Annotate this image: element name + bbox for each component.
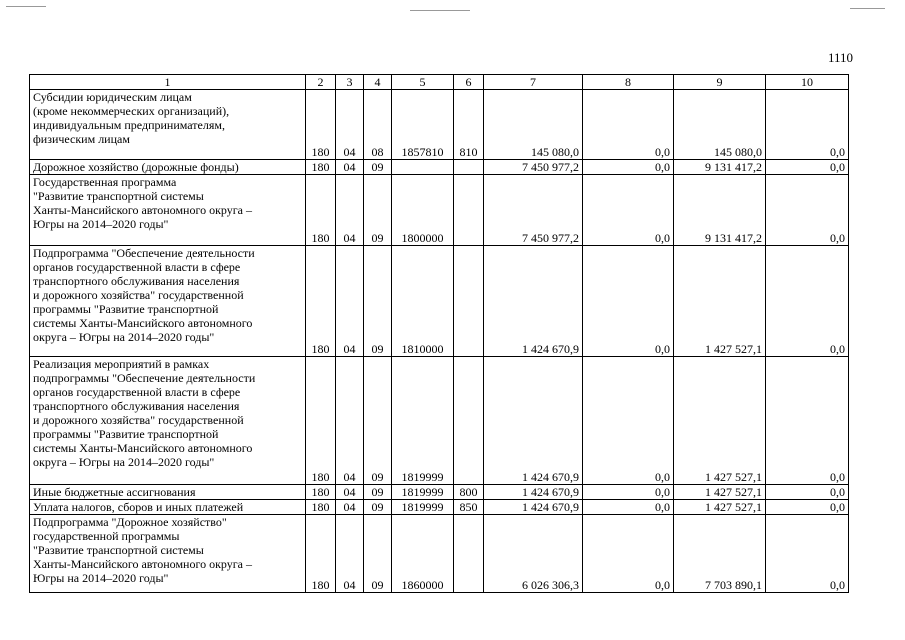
row-name: Подпрограмма "Обеспечение деятельности органов государственной власти в сфере транспортного обслуживания населения и дорожного хозяйства" государственной программы "Развитие транспортной системы Ханты-Мансийского автономного округа – Югры на 2014–2020 годы" — [30, 246, 306, 357]
cell-col3: 04 — [336, 357, 364, 485]
cell-col10: 0,0 — [766, 246, 849, 357]
cell-col4: 09 — [364, 160, 392, 175]
table-row — [30, 515, 849, 593]
cell-col8: 0,0 — [583, 500, 674, 515]
cell-col7: 1 424 670,9 — [484, 500, 583, 515]
cell-col7: 1 424 670,9 — [484, 246, 583, 357]
cell-col10: 0,0 — [766, 90, 849, 160]
cell-col6: 800 — [454, 485, 484, 500]
table-row — [30, 485, 849, 500]
header-row — [30, 75, 849, 90]
column-header: 9 — [674, 75, 766, 90]
cell-col2: 180 — [306, 246, 336, 357]
column-header: 4 — [364, 75, 392, 90]
cell-col2: 180 — [306, 357, 336, 485]
cell-col6 — [454, 515, 484, 593]
scan-speck — [850, 8, 885, 9]
cell-col6: 810 — [454, 90, 484, 160]
cell-col7: 1 424 670,9 — [484, 357, 583, 485]
column-header: 5 — [392, 75, 454, 90]
cell-col2: 180 — [306, 90, 336, 160]
cell-col10: 0,0 — [766, 485, 849, 500]
scan-speck — [410, 10, 470, 11]
column-header: 6 — [454, 75, 484, 90]
cell-col9: 7 703 890,1 — [674, 515, 766, 593]
cell-col4: 08 — [364, 90, 392, 160]
column-header: 7 — [484, 75, 583, 90]
cell-col10: 0,0 — [766, 175, 849, 246]
cell-col3: 04 — [336, 500, 364, 515]
cell-col8: 0,0 — [583, 90, 674, 160]
cell-col7: 7 450 977,2 — [484, 160, 583, 175]
cell-col2: 180 — [306, 160, 336, 175]
cell-col5 — [392, 160, 454, 175]
cell-col7: 7 450 977,2 — [484, 175, 583, 246]
cell-col7: 145 080,0 — [484, 90, 583, 160]
row-name: Дорожное хозяйство (дорожные фонды) — [30, 160, 306, 175]
cell-col6: 850 — [454, 500, 484, 515]
column-header: 3 — [336, 75, 364, 90]
cell-col4: 09 — [364, 515, 392, 593]
cell-col2: 180 — [306, 485, 336, 500]
cell-col3: 04 — [336, 485, 364, 500]
cell-col9: 1 427 527,1 — [674, 485, 766, 500]
table-row — [30, 246, 849, 357]
cell-col8: 0,0 — [583, 515, 674, 593]
cell-col4: 09 — [364, 246, 392, 357]
cell-col9: 1 427 527,1 — [674, 357, 766, 485]
cell-col10: 0,0 — [766, 357, 849, 485]
cell-col4: 09 — [364, 175, 392, 246]
row-name: Иные бюджетные ассигнования — [30, 485, 306, 500]
column-header: 1 — [30, 75, 306, 90]
cell-col6 — [454, 246, 484, 357]
cell-col10: 0,0 — [766, 500, 849, 515]
cell-col10: 0,0 — [766, 515, 849, 593]
column-header: 8 — [583, 75, 674, 90]
cell-col6 — [454, 357, 484, 485]
cell-col7: 6 026 306,3 — [484, 515, 583, 593]
row-name: Реализация мероприятий в рамках подпрограммы "Обеспечение деятельности органов государственной власти в сфере транспортного обслуживания населения и дорожного хозяйства" государственной программы "Развитие транспортной системы Ханты-Мансийского автономного округа – Югры на 2014–2020 годы" — [30, 357, 306, 485]
cell-col9: 1 427 527,1 — [674, 246, 766, 357]
column-header: 2 — [306, 75, 336, 90]
cell-col8: 0,0 — [583, 357, 674, 485]
cell-col9: 9 131 417,2 — [674, 175, 766, 246]
cell-col2: 180 — [306, 175, 336, 246]
page-number: 1110 — [828, 50, 854, 65]
cell-col4: 09 — [364, 357, 392, 485]
cell-col5: 1810000 — [392, 246, 454, 357]
cell-col6 — [454, 160, 484, 175]
budget-table — [29, 74, 849, 593]
cell-col3: 04 — [336, 160, 364, 175]
cell-col2: 180 — [306, 515, 336, 593]
row-name: Подпрограмма "Дорожное хозяйство" государственной программы "Развитие транспортной системы Ханты-Мансийского автономного округа – Югры на 2014–2020 годы" — [30, 515, 306, 593]
column-header: 10 — [766, 75, 849, 90]
cell-col5: 1819999 — [392, 500, 454, 515]
cell-col8: 0,0 — [583, 160, 674, 175]
cell-col8: 0,0 — [583, 175, 674, 246]
cell-col4: 09 — [364, 500, 392, 515]
cell-col3: 04 — [336, 246, 364, 357]
cell-col9: 9 131 417,2 — [674, 160, 766, 175]
cell-col10: 0,0 — [766, 160, 849, 175]
cell-col9: 145 080,0 — [674, 90, 766, 160]
scan-speck — [6, 6, 46, 7]
cell-col7: 1 424 670,9 — [484, 485, 583, 500]
cell-col8: 0,0 — [583, 485, 674, 500]
row-name: Уплата налогов, сборов и иных платежей — [30, 500, 306, 515]
table-row — [30, 500, 849, 515]
cell-col2: 180 — [306, 500, 336, 515]
table-row — [30, 175, 849, 246]
table-row — [30, 357, 849, 485]
cell-col3: 04 — [336, 515, 364, 593]
cell-col6 — [454, 175, 484, 246]
cell-col9: 1 427 527,1 — [674, 500, 766, 515]
cell-col5: 1860000 — [392, 515, 454, 593]
cell-col5: 1857810 — [392, 90, 454, 160]
cell-col5: 1819999 — [392, 485, 454, 500]
row-name: Государственная программа "Развитие транспортной системы Ханты-Мансийского автономного округа – Югры на 2014–2020 годы" — [30, 175, 306, 246]
cell-col4: 09 — [364, 485, 392, 500]
table-row — [30, 90, 849, 160]
cell-col8: 0,0 — [583, 246, 674, 357]
table-row — [30, 160, 849, 175]
cell-col3: 04 — [336, 90, 364, 160]
cell-col3: 04 — [336, 175, 364, 246]
cell-col5: 1800000 — [392, 175, 454, 246]
row-name: Субсидии юридическим лицам (кроме некоммерческих организаций), индивидуальным предпринимателям, физическим лицам — [30, 90, 306, 160]
cell-col5: 1819999 — [392, 357, 454, 485]
